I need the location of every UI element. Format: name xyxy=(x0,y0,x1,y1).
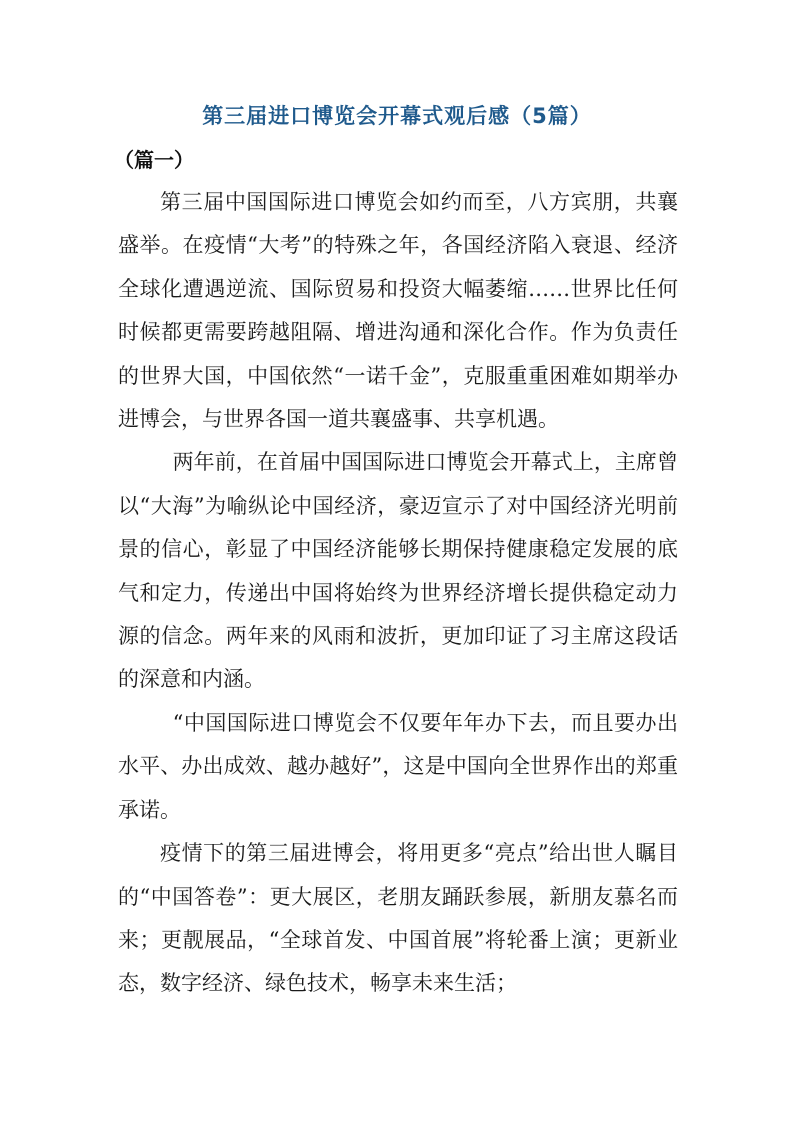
paragraph-3: “中国国际进口博览会不仅要年年办下去，而且要办出水平、办出成效、越办越好”，这是中国向全世界作出的郑重承诺。 xyxy=(118,710,678,822)
paragraph-1: 第三届中国国际进口博览会如约而至，八方宾朋，共襄盛举。在疫情“大考”的特殊之年，各国经济陷入衰退、经济全球化遭遇逆流、国际贸易和投资大幅萎缩……世界比任何时候都更需要跨越阻隔、增进沟通和深化合作。作为负责任的世界大国，中国依然“一诺千金”，克服重重困难如期举办进博会，与世界各国一道共襄盛事、共享机遇。 xyxy=(118,190,678,432)
document-body xyxy=(118,181,678,1006)
paragraph-4: 疫情下的第三届进博会，将用更多“亮点”给出世人瞩目的“中国答卷”：更大展区，老朋友踊跃参展，新朋友慕名而来；更靓展品，“全球首发、中国首展”将轮番上演；更新业态，数字经济、绿色技术，畅享未来生活； xyxy=(118,841,678,996)
document-title: 第三届进口博览会开幕式观后感（5篇） xyxy=(202,104,592,128)
section-label: （篇一） xyxy=(114,148,194,172)
paragraph-2: 两年前，在首届中国国际进口博览会开幕式上，主席曾以“大海”为喻纵论中国经济，豪迈宣示了对中国经济光明前景的信心，彰显了中国经济能够长期保持健康稳定发展的底气和定力，传递出中国将始终为世界经济增长提供稳定动力源的信念。两年来的风雨和波折，更加印证了习主席这段话的深意和内涵。 xyxy=(118,450,678,692)
